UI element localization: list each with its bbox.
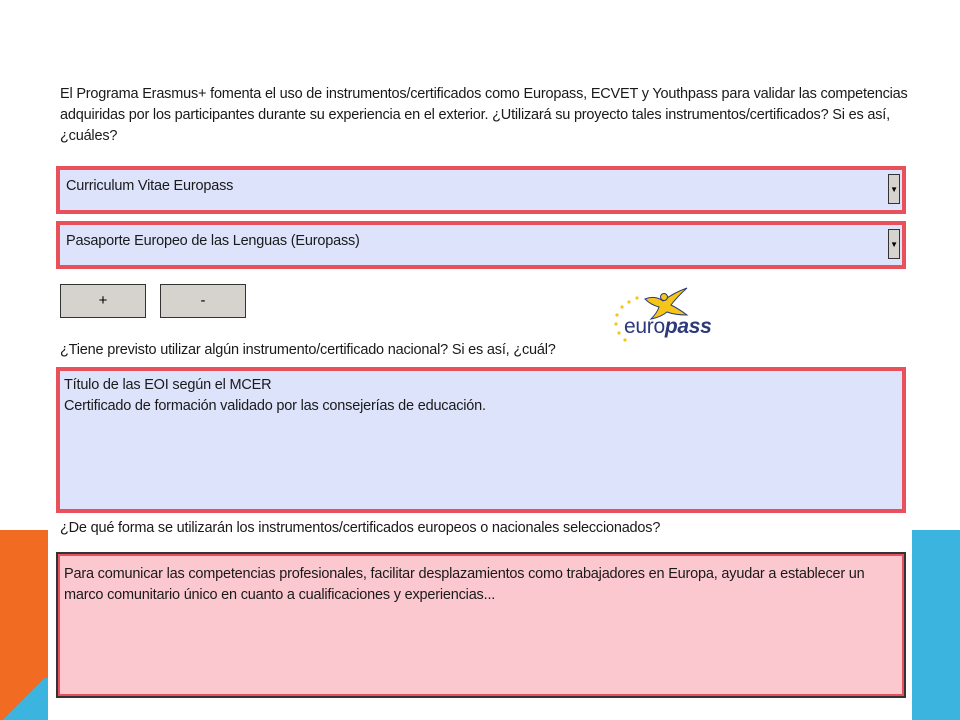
dropdown-arrow-icon[interactable]: ▼ <box>888 174 900 204</box>
instrument-select-1-value: Curriculum Vitae Europass <box>66 178 234 194</box>
europass-logo <box>607 285 732 347</box>
usage-answer: Para comunicar las competencias profesionales, facilitar desplazamientos como trabajadores en Europa, ayudar a establecer un marco comunitario único en cuanto a cualificaciones y experiencias... <box>64 566 865 603</box>
remove-instrument-button[interactable]: - <box>160 284 246 318</box>
decorative-corner <box>0 678 48 720</box>
question-instruments: El Programa Erasmus+ fomenta el uso de instrumentos/certificados como Europass, ECVET y Youthpass para validar las competencias adquiridas por los participantes durante su experiencia en el exterior. ¿Utilizará su proyecto tales instrumentos/certificados? Si es así, ¿cuáles? <box>60 86 908 144</box>
national-answer-line-2: Certificado de formación validado por las consejerías de educación. <box>64 398 486 414</box>
question-usage: ¿De qué forma se utilizarán los instrumentos/certificados europeos o nacionales seleccionados? <box>60 520 661 536</box>
instrument-select-1[interactable] <box>56 166 906 214</box>
add-instrument-button[interactable]: + <box>60 284 146 318</box>
instrument-select-2[interactable] <box>56 221 906 269</box>
instrument-select-2-value: Pasaporte Europeo de las Lenguas (Europass) <box>66 233 360 249</box>
dropdown-arrow-icon[interactable]: ▼ <box>888 229 900 259</box>
national-answer-line-1: Título de las EOI según el MCER <box>64 377 272 393</box>
decorative-blue-bar <box>912 530 960 720</box>
usage-textarea[interactable] <box>56 552 906 698</box>
question-national: ¿Tiene previsto utilizar algún instrumento/certificado nacional? Si es así, ¿cuál? <box>60 342 556 358</box>
national-instrument-textarea[interactable] <box>56 367 906 513</box>
europass-logo-text: europass <box>624 315 712 338</box>
